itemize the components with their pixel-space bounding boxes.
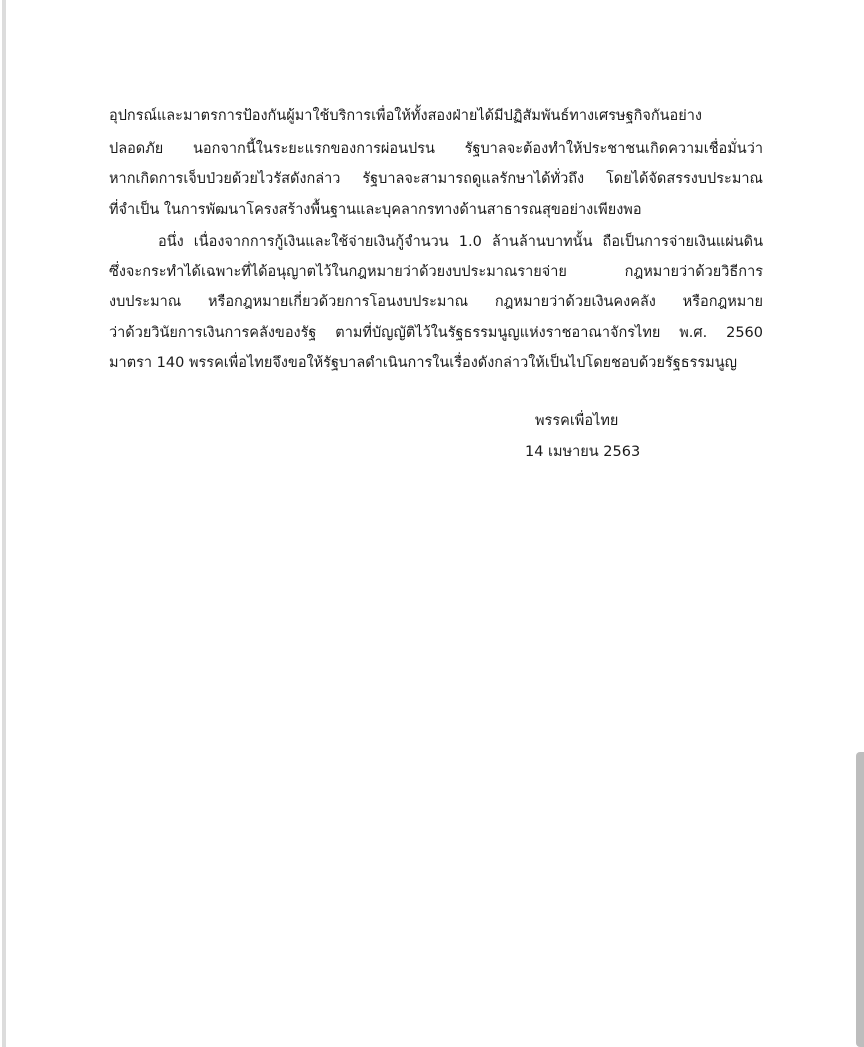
paragraph-1-line-1: อุปกรณ์และมาตรการป้องกันผู้มาใช้บริการเพื่อให้ทั้งสองฝ่ายได้มีปฏิสัมพันธ์ทางเศรษฐกิจกันอย่าง xyxy=(109,108,702,124)
paragraph-2-line-3: งบประมาณ หรือกฎหมายเกี่ยวด้วยการโอนงบประมาณ กฎหมายว่าด้วยเงินคงคลัง หรือกฎหมาย xyxy=(109,294,763,310)
paragraph-2-line-2: ซึ่งจะกระทำได้เฉพาะที่ได้อนุญาตไว้ในกฎหมายว่าด้วยงบประมาณรายจ่าย กฎหมายว่าด้วยวิธีการ xyxy=(109,264,763,280)
paragraph-1-line-2: ปลอดภัย นอกจากนี้ในระยะแรกของการผ่อนปรน รัฐบาลจะต้องทำให้ประชาชนเกิดความเชื่อมั่นว่า xyxy=(109,141,763,157)
paragraph-2-line-4: ว่าด้วยวินัยการเงินการคลังของรัฐ ตามที่บัญญัติไว้ในรัฐธรรมนูญแห่งราชอาณาจักรไทย พ.ศ. 2560 xyxy=(109,325,763,341)
paragraph-1-line-4: ที่จำเป็น ในการพัฒนาโครงสร้างพื้นฐานและบุคลากรทางด้านสาธารณสุขอย่างเพียงพอ xyxy=(109,202,642,218)
signature-date: 14 เมษายน 2563 xyxy=(525,444,641,460)
page-left-edge xyxy=(2,0,6,1047)
paragraph-2-line-1: อนึ่ง เนื่องจากการกู้เงินและใช้จ่ายเงินกู้จำนวน 1.0 ล้านล้านบาทนั้น ถือเป็นการจ่ายเงินแผ่นดิน xyxy=(158,234,763,250)
vertical-scrollbar[interactable] xyxy=(856,752,864,1047)
signature-party: พรรคเพื่อไทย xyxy=(535,413,619,429)
paragraph-2-line-5: มาตรา 140 พรรคเพื่อไทยจึงขอให้รัฐบาลดำเนินการในเรื่องดังกล่าวให้เป็นไปโดยชอบด้วยรัฐธรรมนูญ xyxy=(109,355,737,371)
paragraph-1-line-3: หากเกิดการเจ็บป่วยด้วยไวรัสดังกล่าว รัฐบาลจะสามารถดูแลรักษาได้ทั่วถึง โดยได้จัดสรรงบประมาณ xyxy=(109,171,763,187)
